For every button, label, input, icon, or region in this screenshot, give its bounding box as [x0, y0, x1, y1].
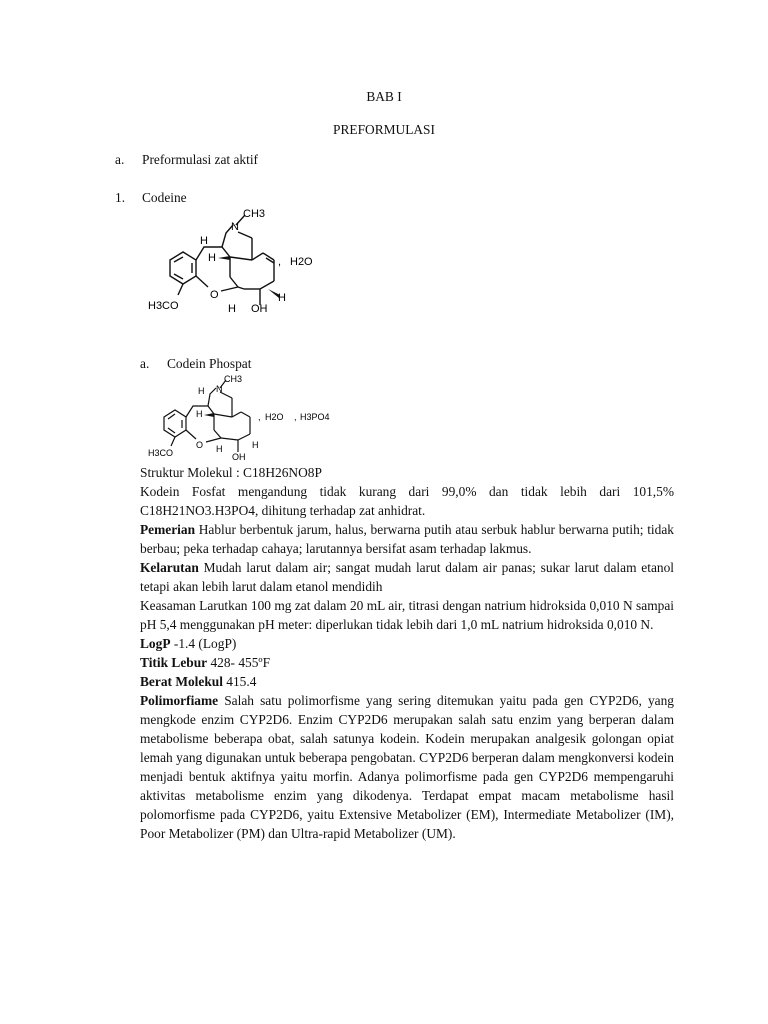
phospat-water-label: H2O: [265, 412, 284, 422]
berat-molekul-text: 415.4: [222, 674, 257, 689]
codeine-phosphate-structure-diagram: [148, 372, 338, 462]
logp-line: [140, 634, 674, 653]
phospat-h-top-label: H: [198, 386, 205, 396]
section-a-marker: a.: [115, 152, 125, 167]
subitem-a-label: Codein Phospat: [167, 356, 252, 371]
section-a: [115, 150, 258, 169]
polimorfisme-text: Salah satu polimorfisme yang sering ditemukan yaitu pada gen CYP2D6, yang mengkode enzim CYP2D6. Enzim CYP2D6 merupakan salah satu enzim yang berperan dalam metabolisme beberapa obat, salah satunya kodein. Kodein merupakan analgesik golongan opiat lemah yang digunakan untuk beberapa pengobatan. CYP2D6 berperan dalam mengkonversi kodein menjadi bentuk aktifnya yaitu morfin. Adanya polimorfisme pada gen CYP2D6 mempengaruhi aktivitas metabolisme enzim yang dikodenya. Terdapat empat macam metabolisme hasil polomorfisme pada CYP2D6, yaitu Extensive Metabolizer (EM), Intermediate Metabolizer (IM), Poor Metabolizer (PM) dan Ultra-rapid Metabolizer (UM).: [140, 693, 674, 841]
codeine-ch3-label: CH3: [243, 208, 266, 220]
codeine-n-label: N: [231, 221, 239, 233]
pemerian-label: Pemerian: [140, 522, 196, 537]
phospat-acid-label: H3PO4: [300, 412, 330, 422]
codeine-o-label: O: [210, 289, 219, 301]
codeine-h-bottom-label: H: [228, 303, 236, 315]
phospat-h3co-label: H3CO: [148, 448, 174, 458]
phospat-oh-label: OH: [232, 452, 246, 462]
codeine-structure-diagram: [148, 205, 338, 320]
polimorfisme-paragraph: [140, 691, 674, 843]
item-1-label: Codeine: [142, 190, 187, 205]
phospat-h-left-label: H: [196, 409, 203, 419]
logp-label: LogP: [140, 636, 171, 651]
polimorfisme-label: Polimorfiame: [140, 693, 219, 708]
kelarutan-paragraph: [140, 558, 674, 596]
subitem-a-marker: a.: [140, 356, 150, 371]
item-1-marker: 1.: [115, 190, 126, 205]
keasaman-paragraph: Keasaman Larutkan 100 mg zat dalam 20 mL air, titrasi dengan natrium hidroksida 0,010 N sampai pH 5,4 menggunakan pH meter: diperlukan tidak lebih dari 1,0 mL natrium hidroksida 0,010 N.: [140, 598, 674, 632]
codeine-h-mid-label: H: [208, 252, 216, 264]
phospat-separator-1: ,: [258, 412, 261, 422]
chapter-title: PREFORMULASI: [333, 122, 435, 137]
kelarutan-text: Mudah larut dalam air; sangat mudah larut dalam air panas; sukar larut dalam etanol tetapi akan lebih larut dalam etanol mendidih: [140, 560, 674, 594]
structure-formula: Struktur Molekul : C18H26NO8P: [140, 465, 322, 480]
titik-lebur-line: [140, 653, 674, 672]
pemerian-text: Hablur berbentuk jarum, halus, berwarna putih atau serbuk hablur berwarna putih; tidak berbau; peka terhadap cahaya; larutannya bersifat asam terhadap lakmus.: [140, 522, 674, 556]
titik-lebur-text: 428- 455ºF: [207, 655, 271, 670]
kelarutan-label: Kelarutan: [140, 560, 199, 575]
pemerian-paragraph: [140, 520, 674, 558]
codein-phospat-description: [140, 463, 674, 843]
codeine-h-left-label: H: [200, 235, 208, 247]
phospat-h-right-label: H: [252, 440, 259, 450]
berat-molekul-label: Berat Molekul: [140, 674, 223, 689]
berat-molekul-line: [140, 672, 674, 691]
logp-text: -1.4 (LogP): [170, 636, 237, 651]
codeine-h-right-label: H: [278, 292, 286, 304]
codeine-oh-label: OH: [251, 303, 268, 315]
codeine-h3co-label: H3CO: [148, 300, 179, 312]
phospat-h-bottom-label: H: [216, 444, 223, 454]
phospat-separator-2: ,: [294, 412, 297, 422]
section-a-label: Preformulasi zat aktif: [142, 152, 259, 167]
phospat-n-label: N: [216, 384, 223, 394]
phospat-o-label: O: [196, 440, 204, 450]
subitem-codein-phospat: [140, 354, 251, 373]
chapter-heading: BAB I: [366, 89, 402, 104]
codeine-separator: ,: [278, 256, 282, 268]
purity-paragraph: Kodein Fosfat mengandung tidak kurang dari 99,0% dan tidak lebih dari 101,5% C18H21NO3.H3PO4, dihitung terhadap zat anhidrat.: [140, 484, 674, 518]
codeine-water-label: H2O: [290, 256, 313, 268]
titik-lebur-label: Titik Lebur: [140, 655, 208, 670]
phospat-ch3-label: CH3: [224, 374, 243, 384]
